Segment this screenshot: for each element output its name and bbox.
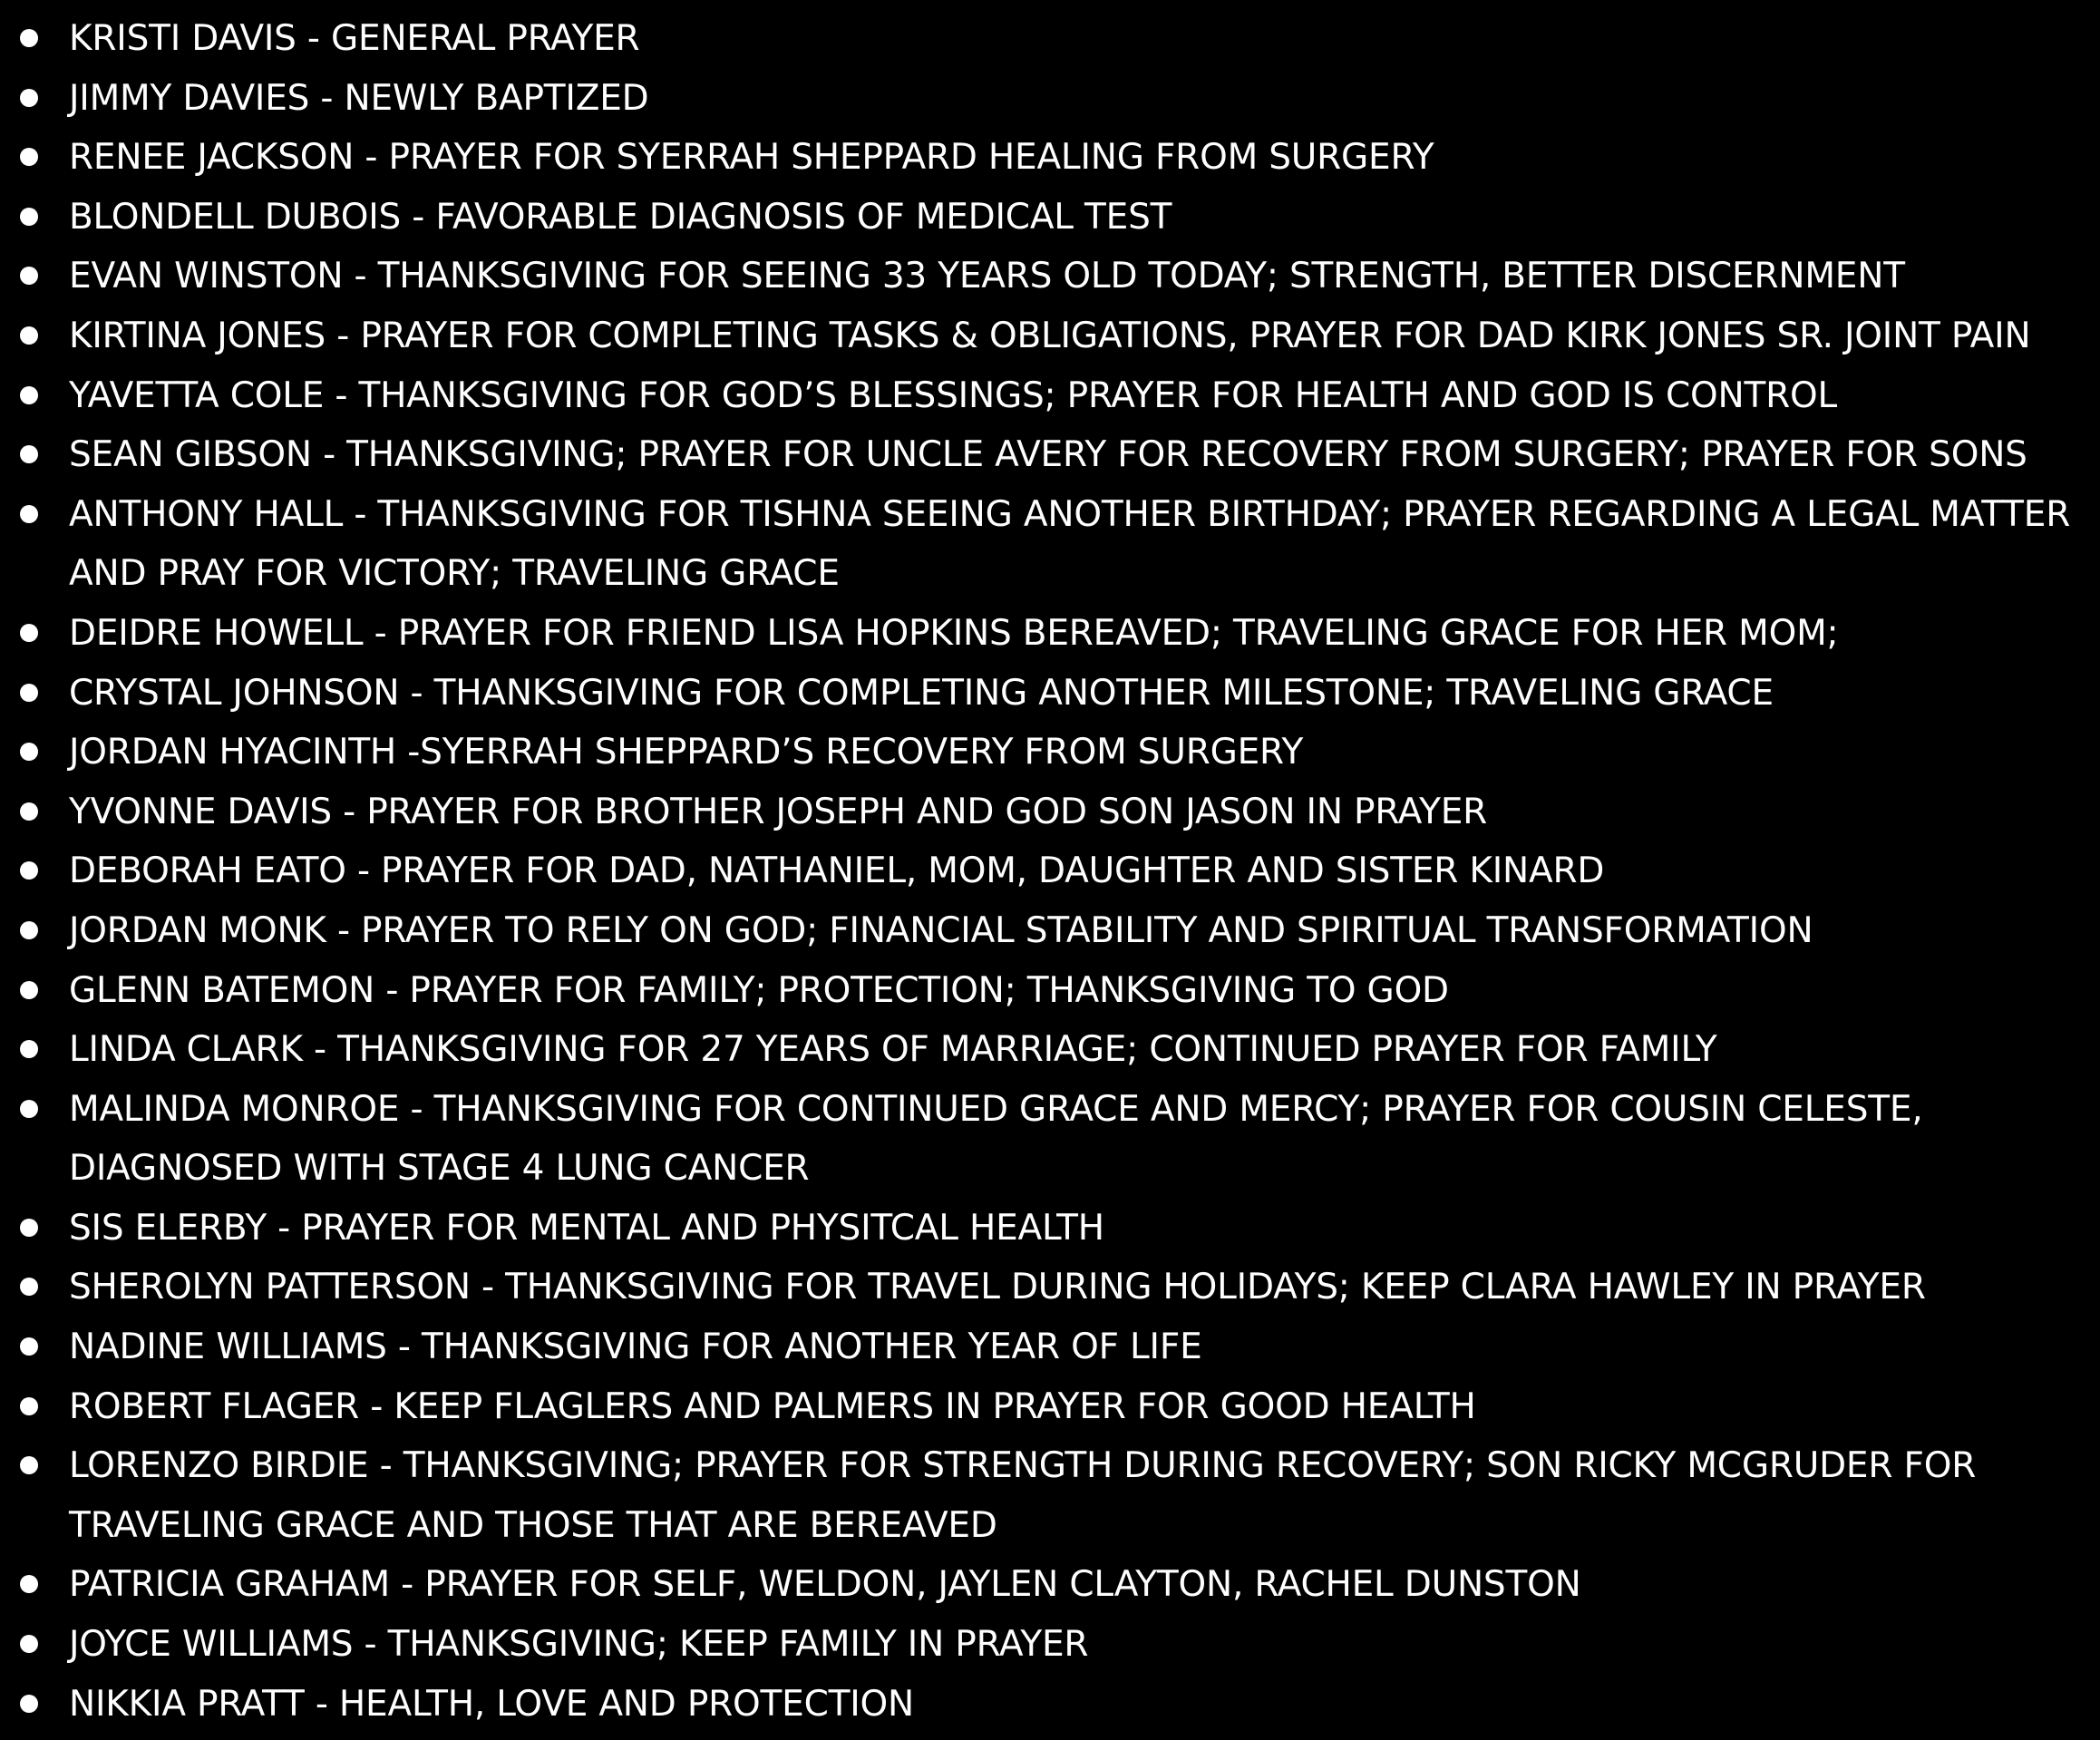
prayer-request-item	[0, 1615, 2100, 1675]
bullet-icon	[20, 326, 38, 345]
bullet-icon	[20, 148, 38, 166]
prayer-request-text: ANTHONY HALL - THANKSGIVING FOR TISHNA SEEING ANOTHER BIRTHDAY; PRAYER REGARDING A LEGAL MATTER	[69, 493, 2071, 535]
prayer-request-text: MALINDA MONROE - THANKSGIVING FOR CONTINUED GRACE AND MERCY; PRAYER FOR COUSIN CELESTE,	[69, 1088, 1923, 1130]
prayer-request-item	[0, 1555, 2100, 1615]
prayer-request-item	[0, 247, 2100, 306]
bullet-icon	[20, 445, 38, 463]
prayer-request-item	[0, 1080, 2100, 1199]
prayer-request-text: LINDA CLARK - THANKSGIVING FOR 27 YEARS OF MARRIAGE; CONTINUED PRAYER FOR FAMILY	[69, 1029, 1717, 1071]
bullet-icon	[20, 743, 38, 761]
bullet-icon	[20, 267, 38, 285]
bullet-icon	[20, 89, 38, 107]
prayer-request-item	[0, 1020, 2100, 1080]
bullet-icon	[20, 1635, 38, 1653]
prayer-request-item	[0, 366, 2100, 426]
prayer-request-text: YAVETTA COLE - THANKSGIVING FOR GOD’S BLESSINGS; PRAYER FOR HEALTH AND GOD IS CONTROL	[69, 374, 1838, 416]
bullet-icon	[20, 1397, 38, 1415]
prayer-request-text: RENEE JACKSON - PRAYER FOR SYERRAH SHEPPARD HEALING FROM SURGERY	[69, 137, 1434, 179]
prayer-request-text: BLONDELL DUBOIS - FAVORABLE DIAGNOSIS OF MEDICAL TEST	[69, 196, 1172, 238]
bullet-icon	[20, 1040, 38, 1058]
prayer-request-list	[0, 9, 2100, 1734]
prayer-request-text: KIRTINA JONES - PRAYER FOR COMPLETING TASKS & OBLIGATIONS, PRAYER FOR DAD KIRK JONES SR. JOINT PAIN	[69, 315, 2031, 356]
bullet-icon	[20, 981, 38, 999]
bullet-icon	[20, 505, 38, 523]
prayer-request-text: JORDAN HYACINTH -SYERRAH SHEPPARD’S RECOVERY FROM SURGERY	[69, 732, 1304, 773]
prayer-request-text: TRAVELING GRACE AND THOSE THAT ARE BEREAVED	[69, 1504, 997, 1546]
bullet-icon	[20, 802, 38, 821]
bullet-icon	[20, 1219, 38, 1237]
prayer-request-text: DIAGNOSED WITH STAGE 4 LUNG CANCER	[69, 1148, 810, 1190]
bullet-icon	[20, 624, 38, 642]
bullet-icon	[20, 861, 38, 880]
prayer-request-item	[0, 1675, 2100, 1735]
bullet-icon	[20, 1278, 38, 1296]
prayer-request-item	[0, 1199, 2100, 1259]
prayer-request-text: LORENZO BIRDIE - THANKSGIVING; PRAYER FOR STRENGTH DURING RECOVERY; SON RICKY MCGRUDER FOR	[69, 1445, 1977, 1487]
prayer-request-item	[0, 604, 2100, 664]
prayer-request-text: ROBERT FLAGER - KEEP FLAGLERS AND PALMERS IN PRAYER FOR GOOD HEALTH	[69, 1385, 1476, 1427]
prayer-request-item	[0, 69, 2100, 129]
bullet-icon	[20, 1575, 38, 1593]
prayer-request-item	[0, 783, 2100, 842]
prayer-request-item	[0, 1317, 2100, 1377]
bullet-icon	[20, 29, 38, 47]
prayer-request-text: AND PRAY FOR VICTORY; TRAVELING GRACE	[69, 553, 840, 595]
prayer-request-item	[0, 723, 2100, 783]
prayer-request-item	[0, 961, 2100, 1021]
prayer-request-text: NIKKIA PRATT - HEALTH, LOVE AND PROTECTION	[69, 1683, 915, 1725]
prayer-request-item	[0, 841, 2100, 901]
prayer-request-item	[0, 188, 2100, 248]
prayer-request-text: GLENN BATEMON - PRAYER FOR FAMILY; PROTECTION; THANKSGIVING TO GOD	[69, 969, 1449, 1011]
prayer-request-text: SIS ELERBY - PRAYER FOR MENTAL AND PHYSITCAL HEALTH	[69, 1207, 1104, 1249]
prayer-request-item	[0, 9, 2100, 69]
prayer-request-text: NADINE WILLIAMS - THANKSGIVING FOR ANOTHER YEAR OF LIFE	[69, 1327, 1202, 1368]
prayer-request-text: YVONNE DAVIS - PRAYER FOR BROTHER JOSEPH AND GOD SON JASON IN PRAYER	[69, 791, 1488, 832]
prayer-request-text: CRYSTAL JOHNSON - THANKSGIVING FOR COMPLETING ANOTHER MILESTONE; TRAVELING GRACE	[69, 672, 1774, 714]
bullet-icon	[20, 1100, 38, 1118]
prayer-request-item	[0, 1258, 2100, 1317]
bullet-icon	[20, 1337, 38, 1356]
prayer-request-text: JORDAN MONK - PRAYER TO RELY ON GOD; FINANCIAL STABILITY AND SPIRITUAL TRANSFORMATION	[69, 909, 1813, 951]
prayer-request-item	[0, 901, 2100, 961]
prayer-request-text: JOYCE WILLIAMS - THANKSGIVING; KEEP FAMILY IN PRAYER	[69, 1624, 1089, 1666]
prayer-request-item	[0, 1436, 2100, 1555]
bullet-icon	[20, 386, 38, 404]
prayer-request-item	[0, 485, 2100, 604]
prayer-request-text: SEAN GIBSON - THANKSGIVING; PRAYER FOR UNCLE AVERY FOR RECOVERY FROM SURGERY; PRAYER FOR SONS	[69, 434, 2027, 476]
prayer-request-item	[0, 425, 2100, 485]
prayer-request-item	[0, 128, 2100, 188]
bullet-icon	[20, 1456, 38, 1474]
prayer-request-item	[0, 306, 2100, 366]
prayer-request-item	[0, 664, 2100, 724]
prayer-request-text: PATRICIA GRAHAM - PRAYER FOR SELF, WELDON, JAYLEN CLAYTON, RACHEL DUNSTON	[69, 1564, 1581, 1606]
prayer-request-text: DEBORAH EATO - PRAYER FOR DAD, NATHANIEL, MOM, DAUGHTER AND SISTER KINARD	[69, 851, 1605, 892]
prayer-request-text: KRISTI DAVIS - GENERAL PRAYER	[69, 18, 640, 59]
prayer-request-text: DEIDRE HOWELL - PRAYER FOR FRIEND LISA HOPKINS BEREAVED; TRAVELING GRACE FOR HER MOM;	[69, 612, 1839, 654]
prayer-request-text: EVAN WINSTON - THANKSGIVING FOR SEEING 33 YEARS OLD TODAY; STRENGTH, BETTER DISCERNMENT	[69, 256, 1905, 297]
bullet-icon	[20, 1695, 38, 1713]
prayer-request-text: SHEROLYN PATTERSON - THANKSGIVING FOR TRAVEL DURING HOLIDAYS; KEEP CLARA HAWLEY IN PRAYER	[69, 1267, 1926, 1308]
bullet-icon	[20, 684, 38, 702]
prayer-request-item	[0, 1377, 2100, 1437]
prayer-request-text: JIMMY DAVIES - NEWLY BAPTIZED	[69, 77, 649, 119]
bullet-icon	[20, 208, 38, 226]
bullet-icon	[20, 921, 38, 939]
